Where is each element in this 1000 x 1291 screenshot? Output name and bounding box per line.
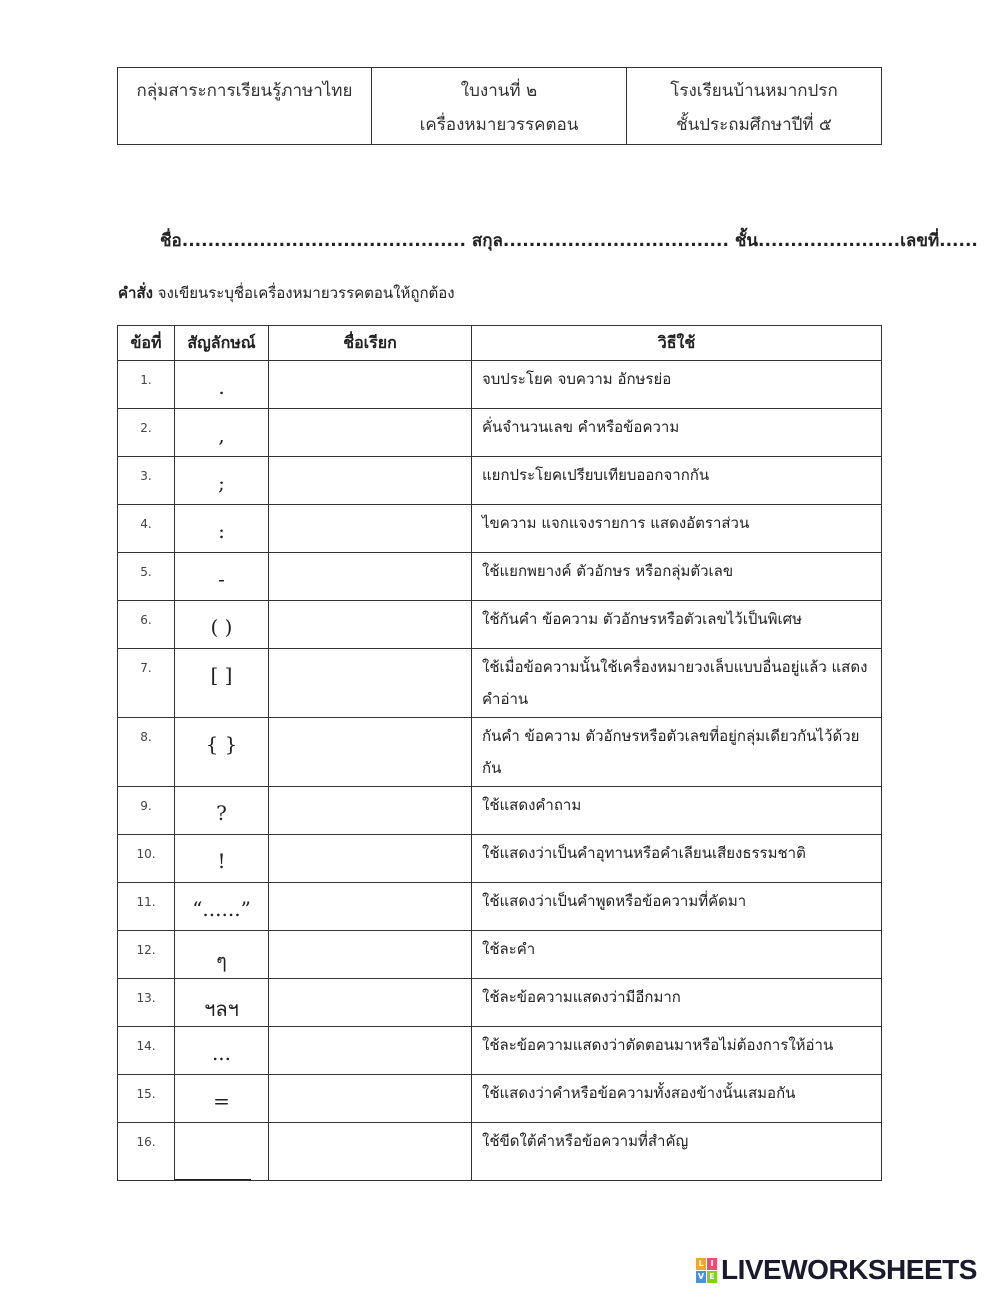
table-row (118, 361, 882, 409)
punctuation-symbol (175, 1123, 268, 1180)
header-number: ข้อที่ (118, 326, 175, 361)
instruction-text: จงเขียนระบุชื่อเครื่องหมายวรรคตอนให้ถูกต้อง (152, 284, 455, 302)
row-number: 11. (136, 895, 156, 909)
answer-field[interactable] (269, 718, 472, 787)
answer-field[interactable] (269, 1027, 472, 1075)
punctuation-symbol: ( ) (210, 615, 233, 639)
answer-field[interactable] (269, 931, 472, 979)
symbol-cell (175, 553, 269, 601)
punctuation-table (117, 325, 882, 1181)
symbol-cell (175, 1123, 269, 1181)
symbol-cell (175, 1075, 269, 1123)
row-number: 10. (136, 847, 156, 861)
row-number-cell (118, 1123, 175, 1181)
underline-symbol (175, 1137, 251, 1180)
row-number: 7. (140, 661, 152, 675)
symbol-cell (175, 787, 269, 835)
row-number-cell (118, 409, 175, 457)
worksheet-cell (372, 68, 627, 145)
usage-text: ไขความ แจกแจงรายการ แสดงอัตราส่วน (472, 505, 882, 553)
symbol-cell (175, 979, 269, 1027)
subject-text: กลุ่มสาระการเรียนรู้ภาษาไทย (136, 81, 353, 101)
answer-field[interactable] (269, 505, 472, 553)
logo-mark-letter: I (707, 1258, 717, 1270)
logo-mark-icon (696, 1258, 717, 1283)
row-number-cell (118, 649, 175, 718)
row-number: 8. (140, 730, 152, 744)
row-number-cell (118, 787, 175, 835)
header-name: ชื่อเรียก (269, 326, 472, 361)
punctuation-symbol: , (218, 423, 225, 447)
usage-text: ใช้แสดงว่าคำหรือข้อความทั้งสองข้างนั้นเสมอกัน (472, 1075, 882, 1123)
row-number-cell (118, 457, 175, 505)
symbol-cell (175, 1027, 269, 1075)
usage-text: ใช้แสดงคำถาม (472, 787, 882, 835)
row-number: 9. (140, 799, 152, 813)
answer-field[interactable] (269, 601, 472, 649)
row-number-cell (118, 835, 175, 883)
logo-mark-letter: E (707, 1271, 717, 1283)
table-row (118, 787, 882, 835)
header-symbol: สัญลักษณ์ (175, 326, 269, 361)
table-row (118, 457, 882, 505)
punctuation-symbol: ๆ (216, 949, 227, 973)
table-row (118, 883, 882, 931)
usage-text: ใช้แสดงว่าเป็นคำอุทานหรือคำเลียนเสียงธรรมชาติ (472, 835, 882, 883)
punctuation-symbol: “......” (192, 897, 251, 921)
usage-text: ใช้เมื่อข้อความนั้นใช้เครื่องหมายวงเล็บแบบอื่นอยู่แล้ว แสดงคำอ่าน (472, 649, 882, 718)
row-number-cell (118, 718, 175, 787)
symbol-cell (175, 835, 269, 883)
grade-level: ชั้นประถมศึกษาปีที่ ๕ (676, 115, 832, 135)
answer-field[interactable] (269, 979, 472, 1027)
usage-text: ใช้ละข้อความแสดงว่ามีอีกมาก (472, 979, 882, 1027)
symbol-cell (175, 457, 269, 505)
usage-text: แยกประโยคเปรียบเทียบออกจากกัน (472, 457, 882, 505)
answer-field[interactable] (269, 787, 472, 835)
punctuation-symbol: ! (217, 849, 226, 873)
symbol-cell (175, 409, 269, 457)
answer-field[interactable] (269, 835, 472, 883)
table-row (118, 553, 882, 601)
logo-text: LIVEWORKSHEETS (721, 1254, 977, 1285)
usage-text: กันคำ ข้อความ ตัวอักษรหรือตัวเลขที่อยู่กลุ่มเดียวกันไว้ด้วยกัน (472, 718, 882, 787)
table-row (118, 1075, 882, 1123)
punctuation-symbol: ... (211, 1041, 232, 1065)
punctuation-symbol: - (218, 567, 225, 591)
answer-field[interactable] (269, 409, 472, 457)
symbol-cell (175, 718, 269, 787)
usage-text: คั่นจำนวนเลข คำหรือข้อความ (472, 409, 882, 457)
row-number: 15. (136, 1087, 156, 1101)
row-number-cell (118, 361, 175, 409)
symbol-cell (175, 505, 269, 553)
row-number: 6. (140, 613, 152, 627)
row-number: 13. (136, 991, 156, 1005)
table-row (118, 505, 882, 553)
logo-mark-letter: L (696, 1258, 706, 1270)
table-header-row (118, 326, 882, 361)
usage-text: ใช้แสดงว่าเป็นคำพูดหรือข้อความที่คัดมา (472, 883, 882, 931)
logo-mark-letter: V (697, 1271, 705, 1281)
row-number-cell (118, 1027, 175, 1075)
school-cell (627, 68, 882, 145)
row-number: 5. (140, 565, 152, 579)
instruction (118, 281, 455, 305)
header-usage: วิธีใช้ (472, 326, 882, 361)
symbol-cell (175, 361, 269, 409)
punctuation-symbol: [ ] (210, 663, 233, 687)
table-row (118, 718, 882, 787)
answer-field[interactable] (269, 1075, 472, 1123)
row-number-cell (118, 601, 175, 649)
row-number-cell (118, 931, 175, 979)
answer-field[interactable] (269, 457, 472, 505)
punctuation-symbol: : (218, 519, 225, 543)
symbol-cell (175, 931, 269, 979)
symbol-cell (175, 601, 269, 649)
punctuation-symbol: ? (216, 801, 227, 825)
usage-text: ใช้แยกพยางค์ ตัวอักษร หรือกลุ่มตัวเลข (472, 553, 882, 601)
punctuation-symbol: { } (205, 732, 238, 756)
header-table (117, 67, 882, 145)
answer-field[interactable] (269, 649, 472, 718)
answer-field[interactable] (269, 883, 472, 931)
row-number: 3. (140, 469, 152, 483)
row-number-cell (118, 553, 175, 601)
table-row (118, 1027, 882, 1075)
worksheet-number: ใบงานที่ ๒ (460, 81, 538, 101)
answer-field[interactable] (269, 1123, 472, 1181)
answer-field[interactable] (269, 553, 472, 601)
row-number-cell (118, 979, 175, 1027)
row-number-cell (118, 505, 175, 553)
row-number: 14. (136, 1039, 156, 1053)
symbol-cell (175, 883, 269, 931)
symbol-cell (175, 649, 269, 718)
row-number: 1. (140, 373, 152, 387)
table-row (118, 931, 882, 979)
row-number-cell (118, 883, 175, 931)
subject-cell (118, 68, 372, 145)
student-info-line: ชื่อ............................................ สกุล................................... ชั้น......................เลขที่...... (160, 231, 978, 251)
punctuation-symbol: ; (218, 471, 225, 495)
table-row (118, 835, 882, 883)
table-row (118, 409, 882, 457)
table-row (118, 979, 882, 1027)
usage-text: ใช้ละคำ (472, 931, 882, 979)
answer-field[interactable] (269, 361, 472, 409)
worksheet-topic: เครื่องหมายวรรคตอน (419, 115, 579, 135)
row-number: 4. (140, 517, 152, 531)
usage-text: ใช้ขีดใต้คำหรือข้อความที่สำคัญ (472, 1123, 882, 1181)
row-number: 16. (136, 1135, 156, 1149)
usage-text: ใช้กันคำ ข้อความ ตัวอักษรหรือตัวเลขไว้เป็นพิเศษ (472, 601, 882, 649)
row-number: 2. (140, 421, 152, 435)
school-name: โรงเรียนบ้านหมากปรก (670, 81, 838, 101)
table-row (118, 1123, 882, 1181)
usage-text: ใช้ละข้อความแสดงว่าตัดตอนมาหรือไม่ต้องการให้อ่าน (472, 1027, 882, 1075)
instruction-label: คำสั่ง (118, 284, 153, 302)
row-number-cell (118, 1075, 175, 1123)
table-row (118, 649, 882, 718)
table-row (118, 601, 882, 649)
punctuation-symbol: . (218, 375, 225, 399)
liveworksheets-logo (696, 1255, 977, 1285)
punctuation-symbol: = (213, 1089, 230, 1113)
punctuation-symbol: ฯลฯ (204, 997, 239, 1021)
row-number: 12. (136, 943, 156, 957)
usage-text: จบประโยค จบความ อักษรย่อ (472, 361, 882, 409)
